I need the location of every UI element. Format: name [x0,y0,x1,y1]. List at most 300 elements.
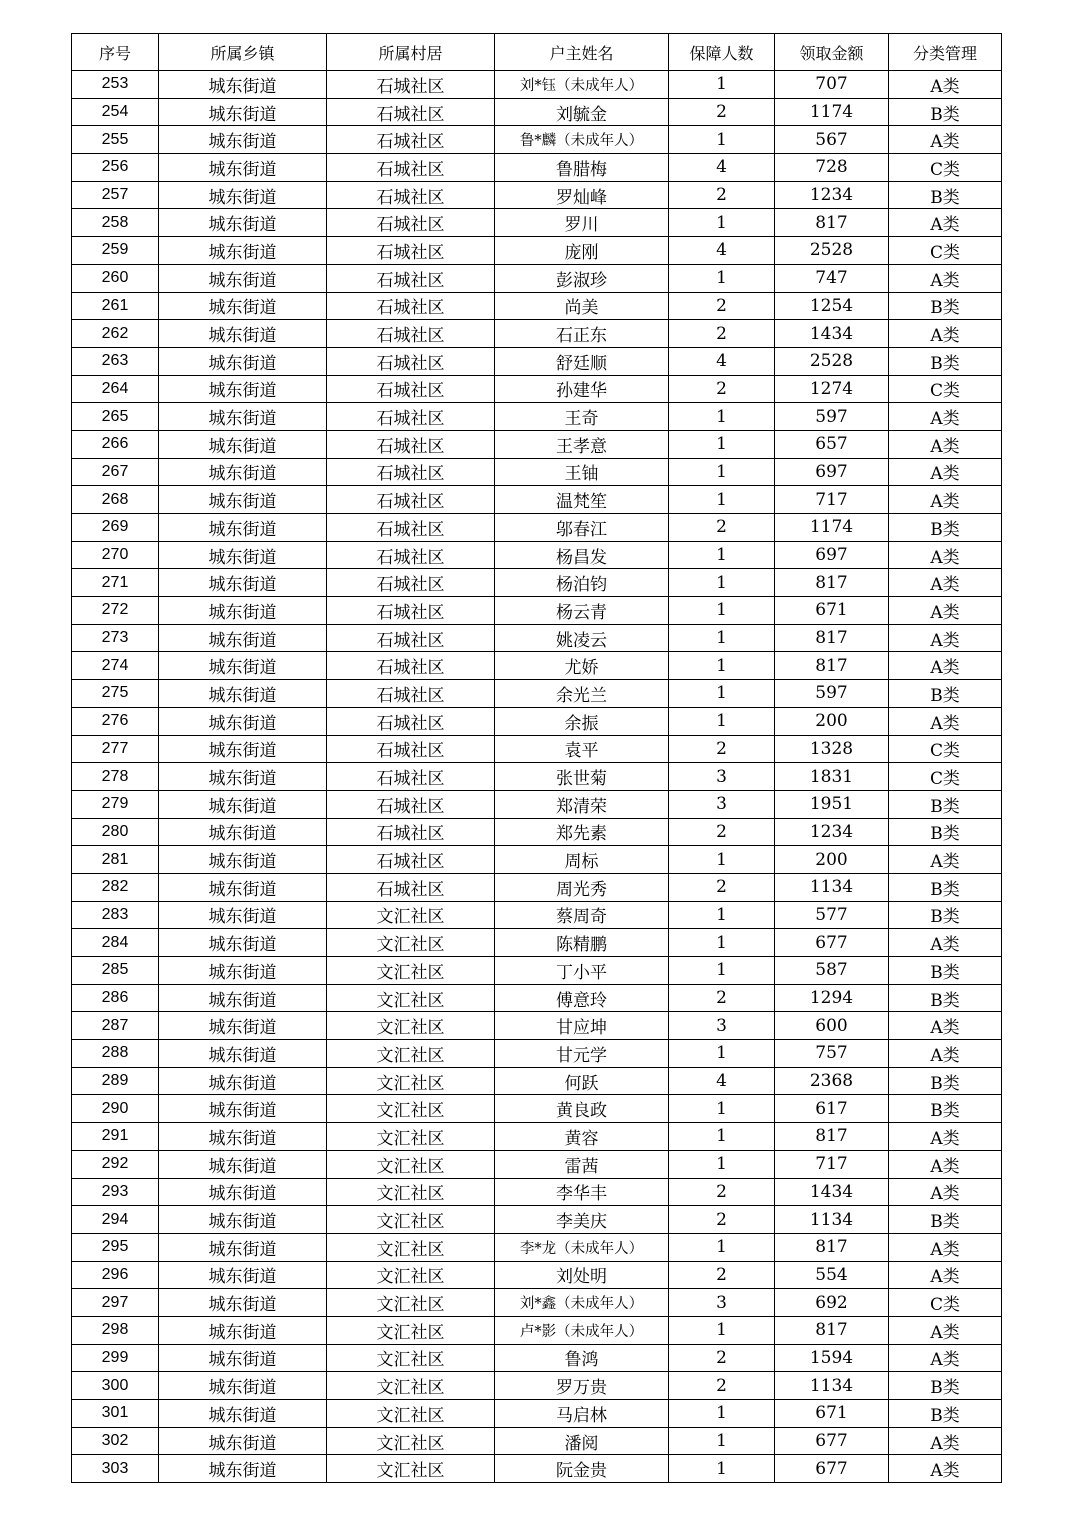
seq-cell: 255 [72,126,159,154]
township-cell: 城东街道 [159,929,327,957]
covered-count-cell: 2 [669,181,775,209]
table-row [72,707,1002,735]
seq-cell: 269 [72,514,159,542]
village-cell: 文汇社区 [327,1316,495,1344]
amount-cell: 1274 [775,375,889,403]
seq-cell: 277 [72,735,159,763]
township-cell: 城东街道 [159,1095,327,1123]
township-cell: 城东街道 [159,181,327,209]
seq-cell: 291 [72,1123,159,1151]
covered-count-cell: 4 [669,154,775,182]
seq-cell: 294 [72,1206,159,1234]
township-cell: 城东街道 [159,403,327,431]
village-cell: 文汇社区 [327,1067,495,1095]
category-cell: B类 [889,873,1002,901]
householder-cell: 杨云青 [495,597,669,625]
header-seq: 序号 [72,34,159,71]
village-cell: 石城社区 [327,569,495,597]
category-cell: A类 [889,403,1002,431]
table-row [72,957,1002,985]
village-cell: 文汇社区 [327,1400,495,1428]
amount-cell: 817 [775,1316,889,1344]
village-cell: 文汇社区 [327,1123,495,1151]
amount-cell: 597 [775,403,889,431]
seq-cell: 293 [72,1178,159,1206]
category-cell: B类 [889,1400,1002,1428]
seq-cell: 285 [72,957,159,985]
village-cell: 文汇社区 [327,1261,495,1289]
category-cell: B类 [889,1206,1002,1234]
amount-cell: 1434 [775,1178,889,1206]
table-row [72,929,1002,957]
seq-cell: 283 [72,901,159,929]
seq-cell: 263 [72,347,159,375]
covered-count-cell: 2 [669,1344,775,1372]
amount-cell: 717 [775,486,889,514]
village-cell: 文汇社区 [327,1372,495,1400]
township-cell: 城东街道 [159,1178,327,1206]
category-cell: B类 [889,901,1002,929]
covered-count-cell: 2 [669,1206,775,1234]
seq-cell: 267 [72,458,159,486]
amount-cell: 617 [775,1095,889,1123]
township-cell: 城东街道 [159,873,327,901]
covered-count-cell: 1 [669,486,775,514]
village-cell: 石城社区 [327,652,495,680]
covered-count-cell: 2 [669,375,775,403]
table-row [72,984,1002,1012]
amount-cell: 1134 [775,873,889,901]
township-cell: 城东街道 [159,486,327,514]
category-cell: A类 [889,707,1002,735]
seq-cell: 299 [72,1344,159,1372]
seq-cell: 303 [72,1455,159,1483]
covered-count-cell: 4 [669,347,775,375]
covered-count-cell: 1 [669,209,775,237]
table-row [72,763,1002,791]
covered-count-cell: 1 [669,652,775,680]
township-cell: 城东街道 [159,541,327,569]
village-cell: 石城社区 [327,154,495,182]
seq-cell: 261 [72,292,159,320]
householder-cell: 甘应坤 [495,1012,669,1040]
table-row [72,347,1002,375]
township-cell: 城东街道 [159,347,327,375]
village-cell: 石城社区 [327,541,495,569]
amount-cell: 747 [775,264,889,292]
category-cell: A类 [889,1150,1002,1178]
township-cell: 城东街道 [159,375,327,403]
village-cell: 文汇社区 [327,1012,495,1040]
village-cell: 石城社区 [327,486,495,514]
seq-cell: 302 [72,1427,159,1455]
table-row [72,1233,1002,1261]
seq-cell: 279 [72,790,159,818]
covered-count-cell: 2 [669,320,775,348]
village-cell: 文汇社区 [327,1178,495,1206]
covered-count-cell: 4 [669,1067,775,1095]
amount-cell: 677 [775,1455,889,1483]
table-row [72,541,1002,569]
village-cell: 石城社区 [327,790,495,818]
seq-cell: 281 [72,846,159,874]
category-cell: A类 [889,486,1002,514]
householder-cell: 周光秀 [495,873,669,901]
table-row [72,652,1002,680]
township-cell: 城东街道 [159,624,327,652]
village-cell: 石城社区 [327,624,495,652]
covered-count-cell: 1 [669,597,775,625]
seq-cell: 253 [72,71,159,99]
village-cell: 石城社区 [327,514,495,542]
householder-cell: 刘*钰（未成年人） [495,71,669,99]
seq-cell: 286 [72,984,159,1012]
amount-cell: 1831 [775,763,889,791]
category-cell: A类 [889,209,1002,237]
householder-cell: 邬春江 [495,514,669,542]
township-cell: 城东街道 [159,514,327,542]
category-cell: B类 [889,818,1002,846]
village-cell: 文汇社区 [327,1206,495,1234]
amount-cell: 697 [775,458,889,486]
table-row [72,1261,1002,1289]
householder-cell: 刘毓金 [495,98,669,126]
table-row [72,1344,1002,1372]
village-cell: 文汇社区 [327,1344,495,1372]
village-cell: 石城社区 [327,403,495,431]
village-cell: 石城社区 [327,375,495,403]
township-cell: 城东街道 [159,320,327,348]
amount-cell: 1294 [775,984,889,1012]
householder-cell: 马启林 [495,1400,669,1428]
table-row [72,597,1002,625]
table-row [72,1427,1002,1455]
covered-count-cell: 1 [669,1316,775,1344]
table-row [72,1178,1002,1206]
amount-cell: 817 [775,209,889,237]
header-village: 所属村居 [327,34,495,71]
category-cell: A类 [889,1427,1002,1455]
householder-cell: 陈精鹏 [495,929,669,957]
category-cell: A类 [889,541,1002,569]
category-cell: A类 [889,846,1002,874]
category-cell: A类 [889,1316,1002,1344]
amount-cell: 671 [775,1400,889,1428]
householder-cell: 余光兰 [495,680,669,708]
householder-cell: 黄良政 [495,1095,669,1123]
category-cell: A类 [889,1455,1002,1483]
householder-cell: 黄容 [495,1123,669,1151]
householder-cell: 彭淑珍 [495,264,669,292]
table-row [72,181,1002,209]
township-cell: 城东街道 [159,458,327,486]
township-cell: 城东街道 [159,209,327,237]
table-row [72,790,1002,818]
amount-cell: 757 [775,1040,889,1068]
householder-cell: 丁小平 [495,957,669,985]
table-row [72,209,1002,237]
covered-count-cell: 1 [669,126,775,154]
township-cell: 城东街道 [159,71,327,99]
township-cell: 城东街道 [159,597,327,625]
householder-cell: 张世菊 [495,763,669,791]
category-cell: C类 [889,154,1002,182]
amount-cell: 1951 [775,790,889,818]
table-row [72,735,1002,763]
township-cell: 城东街道 [159,763,327,791]
seq-cell: 262 [72,320,159,348]
amount-cell: 671 [775,597,889,625]
householder-cell: 甘元学 [495,1040,669,1068]
category-cell: A类 [889,1178,1002,1206]
householder-cell: 李华丰 [495,1178,669,1206]
covered-count-cell: 2 [669,818,775,846]
township-cell: 城东街道 [159,680,327,708]
township-cell: 城东街道 [159,237,327,265]
seq-cell: 288 [72,1040,159,1068]
category-cell: A类 [889,71,1002,99]
amount-cell: 1174 [775,98,889,126]
amount-cell: 1434 [775,320,889,348]
covered-count-cell: 1 [669,569,775,597]
township-cell: 城东街道 [159,1040,327,1068]
table-row [72,901,1002,929]
village-cell: 石城社区 [327,347,495,375]
township-cell: 城东街道 [159,652,327,680]
header-covered-count: 保障人数 [669,34,775,71]
village-cell: 石城社区 [327,71,495,99]
covered-count-cell: 1 [669,846,775,874]
village-cell: 石城社区 [327,707,495,735]
category-cell: A类 [889,1040,1002,1068]
table-row [72,1123,1002,1151]
covered-count-cell: 1 [669,1455,775,1483]
householder-cell: 李*龙（未成年人） [495,1233,669,1261]
category-cell: B类 [889,1372,1002,1400]
householder-cell: 袁平 [495,735,669,763]
category-cell: A类 [889,624,1002,652]
header-category: 分类管理 [889,34,1002,71]
village-cell: 文汇社区 [327,901,495,929]
covered-count-cell: 1 [669,403,775,431]
householder-cell: 罗川 [495,209,669,237]
table-row [72,292,1002,320]
table-row [72,1067,1002,1095]
seq-cell: 289 [72,1067,159,1095]
seq-cell: 268 [72,486,159,514]
amount-cell: 717 [775,1150,889,1178]
householder-cell: 雷茜 [495,1150,669,1178]
householder-cell: 鲁腊梅 [495,154,669,182]
covered-count-cell: 3 [669,1012,775,1040]
category-cell: B类 [889,292,1002,320]
covered-count-cell: 2 [669,292,775,320]
village-cell: 石城社区 [327,763,495,791]
amount-cell: 817 [775,652,889,680]
header-householder: 户主姓名 [495,34,669,71]
table-row [72,403,1002,431]
category-cell: A类 [889,569,1002,597]
amount-cell: 657 [775,430,889,458]
covered-count-cell: 1 [669,1427,775,1455]
seq-cell: 300 [72,1372,159,1400]
householder-cell: 郑清荣 [495,790,669,818]
village-cell: 石城社区 [327,292,495,320]
table-row [72,430,1002,458]
table-row [72,514,1002,542]
seq-cell: 290 [72,1095,159,1123]
seq-cell: 284 [72,929,159,957]
householder-cell: 王孝意 [495,430,669,458]
category-cell: A类 [889,458,1002,486]
township-cell: 城东街道 [159,1400,327,1428]
table-row [72,1316,1002,1344]
seq-cell: 270 [72,541,159,569]
seq-cell: 256 [72,154,159,182]
seq-cell: 254 [72,98,159,126]
covered-count-cell: 1 [669,1150,775,1178]
table-row [72,1150,1002,1178]
seq-cell: 295 [72,1233,159,1261]
village-cell: 文汇社区 [327,1150,495,1178]
seq-cell: 257 [72,181,159,209]
assistance-roster-table [71,33,1002,1483]
township-cell: 城东街道 [159,818,327,846]
category-cell: C类 [889,237,1002,265]
table-row [72,1289,1002,1317]
table-row [72,98,1002,126]
township-cell: 城东街道 [159,1012,327,1040]
township-cell: 城东街道 [159,430,327,458]
table-row [72,1372,1002,1400]
householder-cell: 刘*鑫（未成年人） [495,1289,669,1317]
township-cell: 城东街道 [159,1289,327,1317]
header-row [72,34,1002,71]
amount-cell: 1234 [775,818,889,846]
table-row [72,71,1002,99]
covered-count-cell: 1 [669,707,775,735]
village-cell: 石城社区 [327,264,495,292]
amount-cell: 817 [775,1233,889,1261]
covered-count-cell: 1 [669,1233,775,1261]
table-row [72,486,1002,514]
village-cell: 石城社区 [327,98,495,126]
category-cell: B类 [889,98,1002,126]
village-cell: 文汇社区 [327,1040,495,1068]
seq-cell: 296 [72,1261,159,1289]
covered-count-cell: 1 [669,71,775,99]
township-cell: 城东街道 [159,1067,327,1095]
householder-cell: 傅意玲 [495,984,669,1012]
village-cell: 石城社区 [327,126,495,154]
covered-count-cell: 3 [669,1289,775,1317]
householder-cell: 孙建华 [495,375,669,403]
householder-cell: 庞刚 [495,237,669,265]
township-cell: 城东街道 [159,1233,327,1261]
table-row [72,1012,1002,1040]
amount-cell: 567 [775,126,889,154]
covered-count-cell: 4 [669,237,775,265]
amount-cell: 587 [775,957,889,985]
category-cell: C类 [889,735,1002,763]
amount-cell: 1594 [775,1344,889,1372]
category-cell: B类 [889,680,1002,708]
table-row [72,375,1002,403]
seq-cell: 273 [72,624,159,652]
table-row [72,154,1002,182]
covered-count-cell: 2 [669,1178,775,1206]
amount-cell: 1328 [775,735,889,763]
category-cell: B类 [889,1067,1002,1095]
township-cell: 城东街道 [159,1316,327,1344]
householder-cell: 周标 [495,846,669,874]
table-row [72,846,1002,874]
category-cell: C类 [889,375,1002,403]
covered-count-cell: 1 [669,1123,775,1151]
township-cell: 城东街道 [159,292,327,320]
township-cell: 城东街道 [159,901,327,929]
householder-cell: 余振 [495,707,669,735]
amount-cell: 1134 [775,1372,889,1400]
village-cell: 石城社区 [327,873,495,901]
amount-cell: 1174 [775,514,889,542]
covered-count-cell: 1 [669,680,775,708]
amount-cell: 707 [775,71,889,99]
amount-cell: 200 [775,846,889,874]
seq-cell: 301 [72,1400,159,1428]
covered-count-cell: 1 [669,541,775,569]
seq-cell: 272 [72,597,159,625]
table-row [72,320,1002,348]
village-cell: 文汇社区 [327,1233,495,1261]
covered-count-cell: 1 [669,264,775,292]
category-cell: A类 [889,1012,1002,1040]
householder-cell: 尤娇 [495,652,669,680]
township-cell: 城东街道 [159,1455,327,1483]
category-cell: A类 [889,1123,1002,1151]
table-row [72,264,1002,292]
householder-cell: 李美庆 [495,1206,669,1234]
covered-count-cell: 1 [669,1040,775,1068]
township-cell: 城东街道 [159,1344,327,1372]
covered-count-cell: 2 [669,984,775,1012]
covered-count-cell: 1 [669,458,775,486]
township-cell: 城东街道 [159,154,327,182]
householder-cell: 罗万贵 [495,1372,669,1400]
householder-cell: 鲁*麟（未成年人） [495,126,669,154]
amount-cell: 697 [775,541,889,569]
seq-cell: 298 [72,1316,159,1344]
householder-cell: 罗灿峰 [495,181,669,209]
table-row [72,818,1002,846]
township-cell: 城东街道 [159,984,327,1012]
category-cell: A类 [889,1344,1002,1372]
category-cell: A类 [889,597,1002,625]
village-cell: 石城社区 [327,458,495,486]
covered-count-cell: 1 [669,929,775,957]
table-row [72,1040,1002,1068]
category-cell: A类 [889,1233,1002,1261]
table-row [72,1095,1002,1123]
table-row [72,237,1002,265]
covered-count-cell: 2 [669,514,775,542]
covered-count-cell: 3 [669,790,775,818]
covered-count-cell: 2 [669,1261,775,1289]
table-row [72,624,1002,652]
amount-cell: 1234 [775,181,889,209]
amount-cell: 554 [775,1261,889,1289]
householder-cell: 郑先素 [495,818,669,846]
